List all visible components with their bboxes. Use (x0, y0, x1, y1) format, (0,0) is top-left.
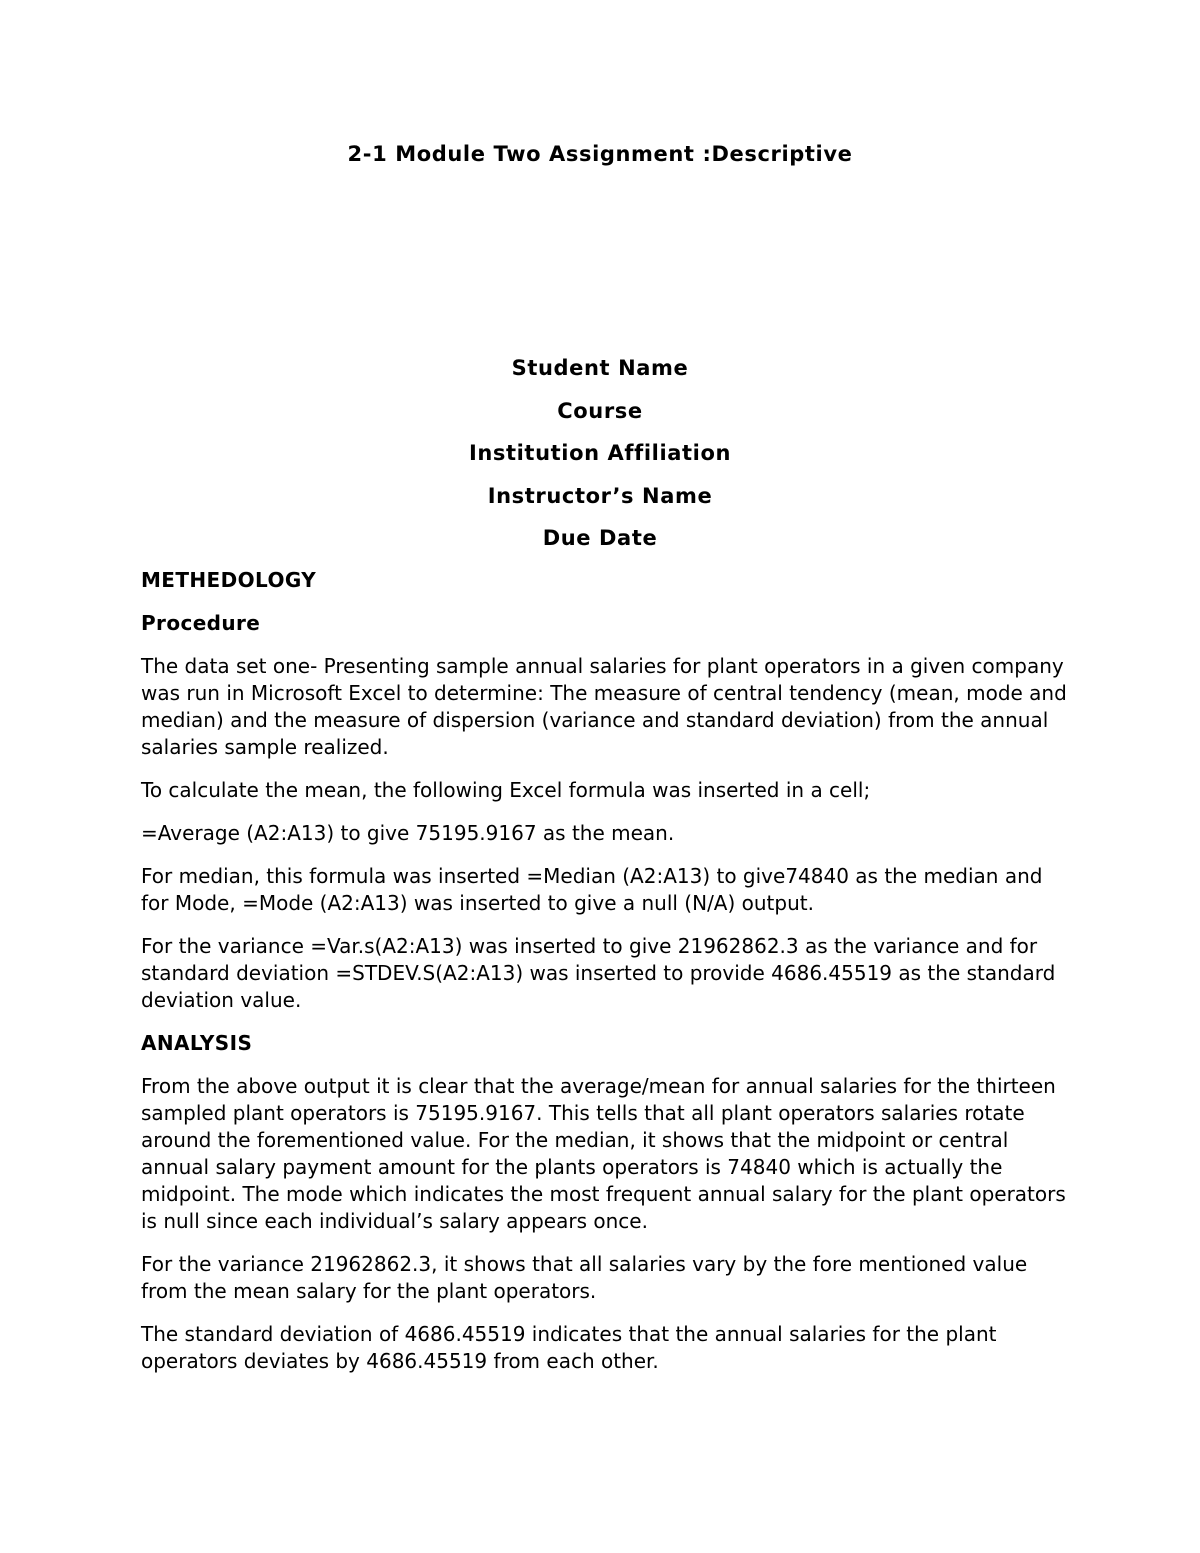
analysis-heading: ANALYSIS (141, 1031, 253, 1055)
methodology-paragraph: For median, this formula was inserted =Median (A2:A13) to give74840 as the median and for Mode, =Mode (A2:A13) was inserted to give a null (N/A) output. (141, 864, 1043, 915)
document-title: 2-1 Module Two Assignment :Descriptive (347, 142, 853, 166)
analysis-paragraph: For the variance 21962862.3, it shows that all salaries vary by the fore mentioned value from the mean salary for the plant operators. (141, 1252, 1028, 1303)
instructor-name: Instructor’s Name (487, 483, 713, 508)
methodology-heading: METHEDOLOGY (141, 568, 317, 592)
document-body (141, 567, 1071, 1391)
methodology-paragraph: =Average (A2:A13) to give 75195.9167 as the mean. (141, 821, 675, 845)
course-name: Course (557, 398, 643, 423)
methodology-paragraph: For the variance =Var.s(A2:A13) was inserted to give 21962862.3 as the variance and for standard deviation =STDEV.S(A2:A13) was inserted to provide 4686.45519 as the standard deviation value. (141, 934, 1056, 1012)
methodology-paragraph: To calculate the mean, the following Excel formula was inserted in a cell; (141, 778, 871, 802)
institution-affiliation: Institution Affiliation (468, 441, 732, 465)
cover-info (0, 354, 1200, 567)
methodology-paragraph: The data set one- Presenting sample annual salaries for plant operators in a given company was run in Microsoft Excel to determine: The measure of central tendency (mean, mode and median) and the measure of dispersion (variance and standard deviation) from the annual salaries sample realized. (141, 654, 1067, 759)
student-name: Student Name (511, 356, 689, 380)
procedure-subheading: Procedure (141, 611, 261, 635)
analysis-paragraph: From the above output it is clear that the average/mean for annual salaries for the thirteen sampled plant operators is 75195.9167. This tells that all plant operators salaries rotate around the forementioned value. For the median, it shows that the midpoint or central annual salary payment amount for the plants operators is 74840 which is actually the midpoint. The mode which indicates the most frequent annual salary for the plant operators is null since each individual’s salary appears once. (141, 1074, 1066, 1233)
analysis-paragraph: The standard deviation of 4686.45519 indicates that the annual salaries for the plant operators deviates by 4686.45519 from each other. (141, 1322, 997, 1373)
due-date: Due Date (542, 526, 658, 550)
